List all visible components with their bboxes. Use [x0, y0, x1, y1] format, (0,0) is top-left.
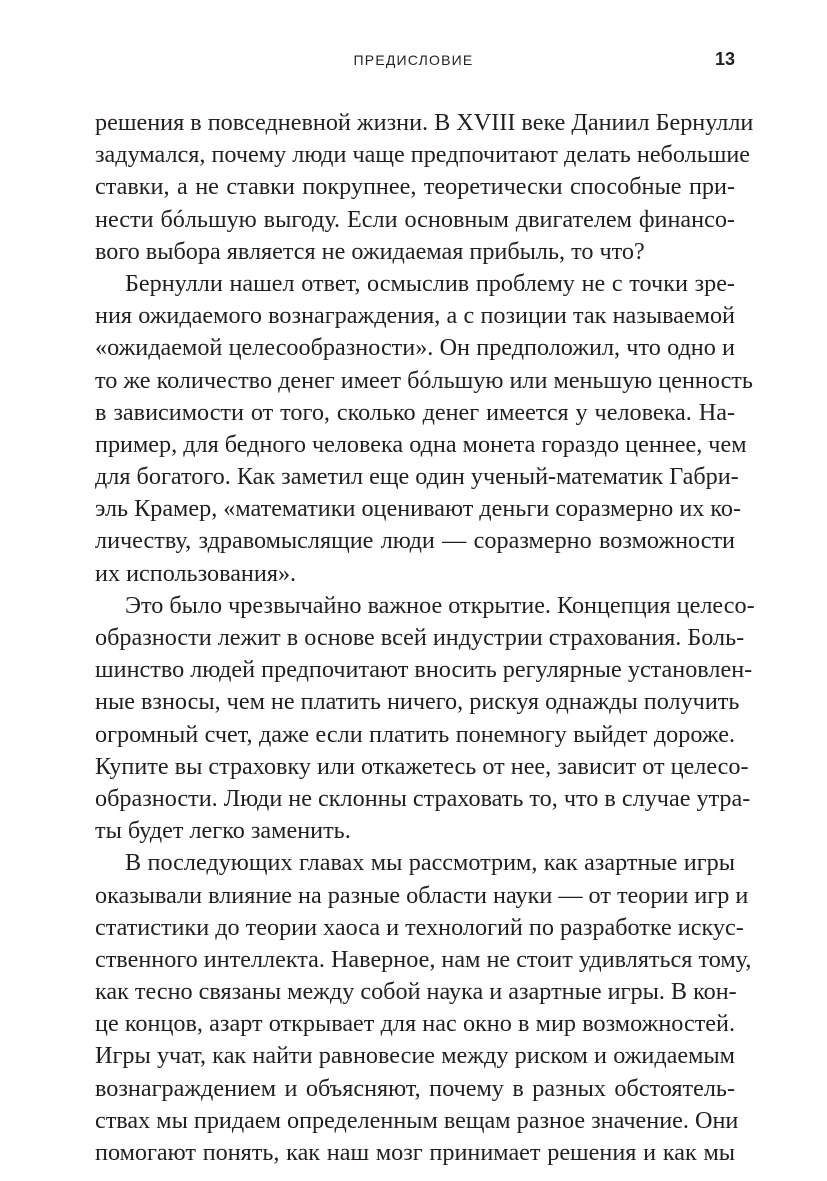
text-line: статистики до теории хаоса и технологий по разработке искус- [95, 913, 744, 941]
text-line: це концов, азарт открывает для нас окно в мир возможностей. [95, 1010, 735, 1038]
text-line: Бернулли нашел ответ, осмыслив проблему не с точки зре- [125, 269, 735, 297]
page-body [95, 107, 755, 1169]
text-line: огромный счет, даже если платить понемногу выйдет дороже. [95, 720, 735, 748]
text-line: вого выбора является не ожидаемая прибыль, то что? [95, 237, 645, 265]
text-line: решения в повседневной жизни. В XVIII веке Даниил Бернулли [95, 109, 754, 136]
text-line: вознаграждением и объясняют, почему в разных обстоятель- [95, 1074, 735, 1102]
text-line: ствах мы придаем определенным вещам разное значение. Они [95, 1106, 739, 1134]
text-line: личеству, здравомыслящие люди — соразмерно возможности [95, 527, 735, 555]
text-line: ные взносы, чем не платить ничего, рискуя однажды получить [95, 688, 740, 716]
text-line: Это было чрезвычайно важное открытие. Концепция целесо- [125, 591, 755, 619]
text-line: помогают понять, как наш мозг принимает решения и как мы [95, 1139, 735, 1166]
text-line: ния ожидаемого вознаграждения, а с позиции так называемой [95, 302, 735, 330]
text-line: В последующих главах мы рассмотрим, как азартные игры [125, 849, 735, 877]
paragraph [95, 590, 755, 848]
paragraph [95, 268, 753, 590]
text-line: «ожидаемой целесообразности». Он предположил, что одно и [95, 334, 735, 362]
text-line: для богатого. Как заметил еще один ученый-математик Габри- [95, 463, 739, 491]
page-number: 13 [715, 49, 736, 69]
text-line: оказывали влияние на разные области науки — от теории игр и [95, 881, 749, 909]
text-line: ставки, а не ставки покрупнее, теоретически способные при- [95, 173, 735, 201]
text-line: в зависимости от того, сколько денег имеется у человека. На- [95, 398, 735, 426]
text-line: как тесно связаны между собой наука и азартные игры. В кон- [95, 978, 737, 1006]
text-line: эль Крамер, «математики оценивают деньги соразмерно их ко- [95, 495, 742, 523]
text-line: их использования». [95, 559, 297, 587]
text-line: Игры учат, как найти равновесие между риском и ожидаемым [95, 1042, 735, 1070]
text-line: шинство людей предпочитают вносить регулярные установлен- [95, 656, 753, 684]
paragraph [95, 847, 752, 1169]
paragraph [95, 107, 754, 268]
text-line: то же количество денег имеет бóльшую или меньшую ценность [95, 366, 753, 394]
text-line: ственного интеллекта. Наверное, нам не стоит удивляться тому, [95, 945, 752, 973]
running-head-title: ПРЕДИСЛОВИЕ [353, 52, 474, 68]
text-line: пример, для бедного человека одна монета гораздо ценнее, чем [95, 430, 747, 458]
text-line: образности. Люди не склонны страховать то, что в случае утра- [95, 784, 751, 812]
text-line: ты будет легко заменить. [95, 817, 351, 845]
text-line: образности лежит в основе всей индустрии страхования. Боль- [95, 624, 745, 651]
text-line: Купите вы страховку или откажетесь от нее, зависит от целесо- [95, 752, 749, 780]
text-line: задумался, почему люди чаще предпочитают делать небольшие [95, 141, 751, 169]
text-line: нести бóльшую выгоду. Если основным двигателем финансо- [95, 205, 735, 233]
